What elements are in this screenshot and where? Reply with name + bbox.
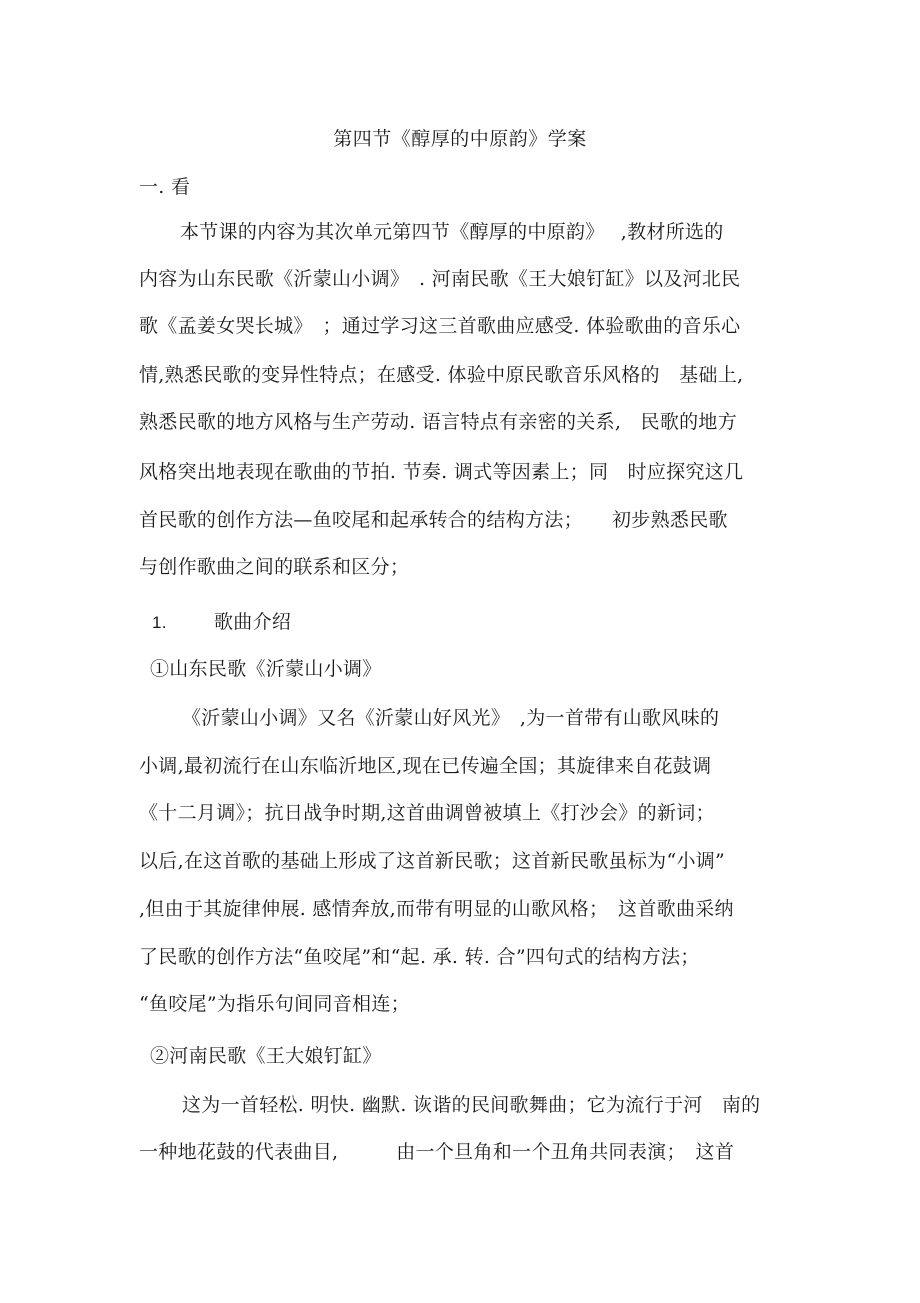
intro-line: 与创作歌曲之间的联系和区分；	[139, 556, 410, 578]
section-heading-look: 一. 看	[139, 176, 191, 198]
subsection-title: 歌曲介绍	[214, 611, 292, 633]
song-heading-wangdaniang: ②河南民歌《王大娘钉缸》	[150, 1045, 382, 1067]
page-title: 第四节《醇厚的中原韵》学案	[333, 128, 587, 150]
song-1-line: 小调,最初流行在山东临沂地区,现在已传遍全国；其旋律来自花鼓调	[139, 755, 712, 777]
intro-line: 熟悉民歌的地方风格与生产劳动. 语言特点有亲密的关系, 民歌的地方	[139, 411, 738, 433]
song-2-line: 一种地花鼓的代表曲目, 由一个旦角和一个丑角共同表演； 这首	[139, 1141, 735, 1163]
song-2-line: 这为一首轻松. 明快. 幽默. 诙谐的民间歌舞曲；它为流行于河 南的	[182, 1094, 761, 1116]
intro-line: 本节课的内容为其次单元第四节《醇厚的中原韵》 ,教材所选的	[180, 221, 724, 243]
song-1-line: 了民歌的创作方法“鱼咬尾”和“起. 承. 转. 合”四句式的结构方法；	[139, 946, 700, 968]
song-1-line: 《沂蒙山小调》又名《沂蒙山好风光》 ,为一首带有山歌风味的	[182, 707, 720, 729]
intro-line: 风格突出地表现在歌曲的节拍. 节奏. 调式等因素上；同 时应探究这几	[139, 461, 744, 483]
song-heading-yimeng: ①山东民歌《沂蒙山小调》	[150, 658, 382, 680]
intro-line: 歌《孟姜女哭长城》 ；通过学习这三首歌曲应感受. 体验歌曲的音乐心	[139, 315, 741, 337]
subsection-heading	[152, 609, 797, 636]
intro-line: 内容为山东民歌《沂蒙山小调》 . 河南民歌《王大娘钉缸》以及河北民	[139, 268, 741, 290]
song-1-line: ,但由于其旋律伸展. 感情奔放,而带有明显的山歌风格； 这首歌曲采纳	[139, 898, 734, 920]
intro-line: 情,熟悉民歌的变异性特点；在感受. 体验中原民歌音乐风格的 基础上,	[139, 364, 744, 386]
song-1-line: 《十二月调》；抗日战争时期,这首曲调曾被填上《打沙会》的新词；	[139, 802, 715, 824]
intro-line: 首民歌的创作方法—鱼咬尾和起承转合的结构方法； 初步熟悉民歌	[139, 509, 728, 531]
subsection-number: 1.	[152, 613, 167, 632]
song-1-line: “鱼咬尾”为指乐句间同音相连；	[139, 993, 410, 1015]
song-1-line: 以后,在这首歌的基础上形成了这首新民歌；这首新民歌虽标为“小调”	[139, 850, 726, 872]
